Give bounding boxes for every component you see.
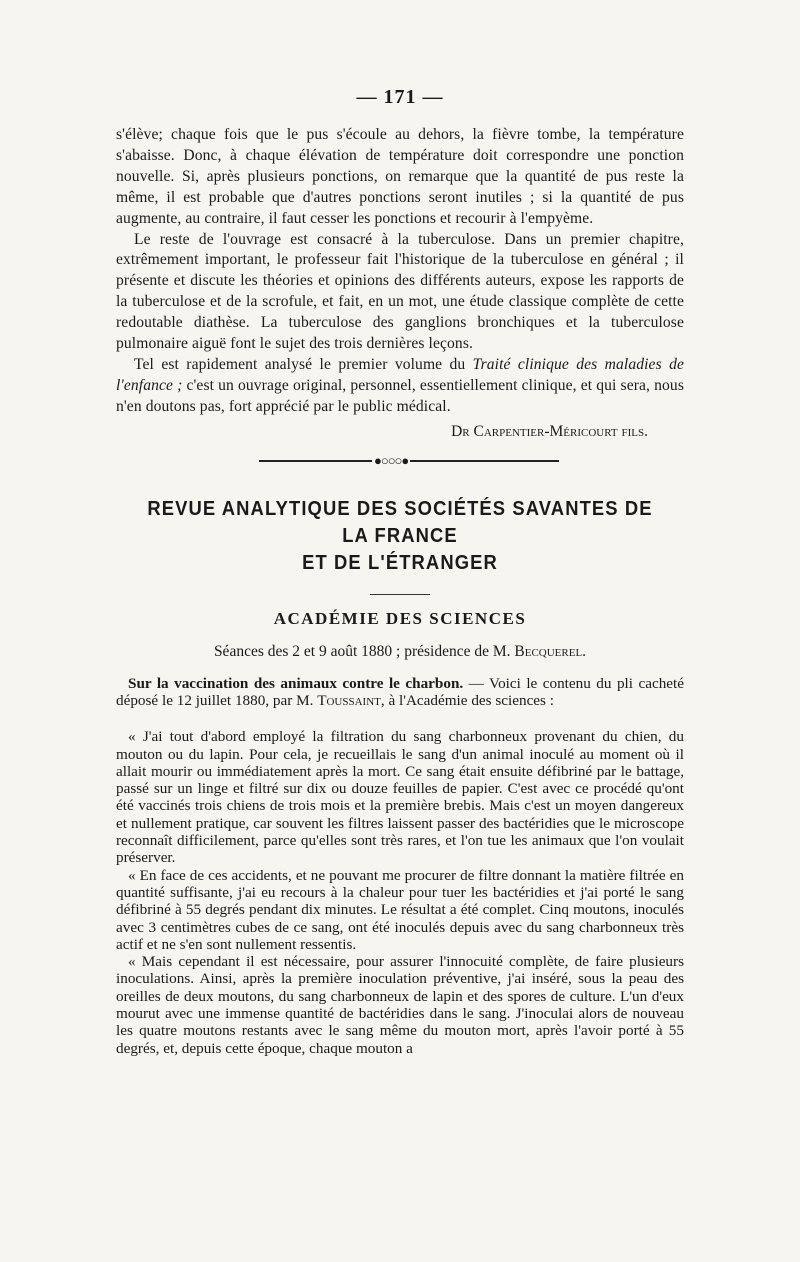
report-paragraph-2: « En face de ces accidents, et ne pouvant me procurer de filtre donnant la matière filtrée en quantité suffisante, j'ai eu recours à la chaleur pour tuer les bactéridies et j'ai porté le sang défibriné à 55 degrés pendant dix minutes. Le résultat a été complet. Cinq moutons, inoculés avec 3 centimètres cubes de ce sang, ont été inoculés depuis avec du sang charbonneux très actif et ne s'en sont nullement ressentis. <box>116 866 684 953</box>
review-paragraph-3-after: c'est un ouvrage original, personnel, essentiellement clinique, et qui sera, nous n'en doutons pas, fort apprécié par le public médical. <box>116 376 684 415</box>
report-lead-before: — Voici le contenu du pli cacheté déposé le 12 juillet 1880, par M. <box>116 674 684 709</box>
separator-ornament: ●○○○● <box>374 452 409 468</box>
sessions-prefix: Séances des 2 et 9 août 1880 ; présidence de M. <box>213 642 515 660</box>
report-paragraph-3: « Mais cependant il est nécessaire, pour assurer l'innocuité complète, de faire plusieurs inoculations. Ainsi, après la première inoculation préventive, j'ai inséré, sous la peau des oreilles de deux moutons, du sang charbonneux de lapin et des spores de culture. L'un d'eux mourut avec une immense quantité de bactéridies dans le sang. J'inoculai alors de nouveau les quatre moutons restants avec le sang même du mouton mort, après l'avoir porté à 55 degrés, et, depuis cette époque, chaque mouton a <box>116 953 684 1057</box>
book-title: Traité clinique des maladies de l'enfance ; <box>116 355 684 394</box>
academy-heading: ACADÉMIE DES SCIENCES <box>273 608 527 628</box>
report-paragraph-1: « J'ai tout d'abord employé la filtration du sang charbonneux provenant du chien, du mouton ou du lapin. Pour cela, je recueillais le sang d'un animal inoculé au moment où il allait mourir ou immédiatement après la mort. Ce sang était ensuite défibriné par le battage, passé sur un linge et filtré sur dix ou douze feuilles de papier. C'est avec ce procédé qu'ont été vaccinés trois chiens de trois mois et la première brebis. Mais c'est un moyen dangereux et nullement pratique, car souvent les filtres laissent passer des bactéridies que le microscope reconnaît difficilement, parce qu'elles sont très rares, et l'on tue les animaux que l'on voulait préserver. <box>116 728 684 867</box>
review-signature: Dr Carpentier-Méricourt fils. <box>451 422 648 440</box>
page <box>116 86 684 1057</box>
section-title-line-1: REVUE ANALYTIQUE DES SOCIÉTÉS SAVANTES DE LA FRANCE <box>147 497 653 547</box>
president-name: Becquerel. <box>514 642 587 660</box>
academy-report <box>116 675 684 1057</box>
review-paragraph-3-before: Tel est rapidement analysé le premier volume du <box>134 355 473 373</box>
book-review <box>116 125 684 441</box>
section-title-line-2: ET DE L'ÉTRANGER <box>302 551 498 574</box>
review-paragraph-2: Le reste de l'ouvrage est consacré à la tuberculose. Dans un premier chapitre, extrêmement important, le professeur fait l'historique de la tuberculose en général ; il présente et discute les théories et opinions des différents auteurs, expose les rapports de la tuberculose et de la scrofule, et fait, en un mot, une étude classique complète de cette redoutable diathèse. La tuberculose des ganglions bronchiques et la tuberculose pulmonaire aiguë font le sujet des trois dernières leçons. <box>116 230 684 353</box>
review-paragraph-3 <box>116 355 684 418</box>
ornamental-separator <box>116 452 684 470</box>
title-rule <box>370 594 430 595</box>
report-lead <box>116 675 684 710</box>
sessions-line <box>116 643 684 661</box>
author-name: Toussaint, <box>317 691 385 709</box>
review-paragraph-1: s'élève; chaque fois que le pus s'écoule au dehors, la fièvre tombe, la température s'abaisse. Donc, à chaque élévation de température doit correspondre une ponction nouvelle. Si, après plusieurs ponctions, on remarque que la quantité de pus reste la même, il est probable que d'autres ponctions seront inutiles ; si la quantité de pus augmente, au contraire, il faut cesser les ponctions et recourir à l'empyème. <box>116 126 684 227</box>
report-lead-after: à l'Académie des sciences : <box>384 691 554 709</box>
page-number: — 171 — <box>356 86 444 108</box>
report-title: Sur la vaccination des animaux contre le charbon. <box>128 674 464 692</box>
